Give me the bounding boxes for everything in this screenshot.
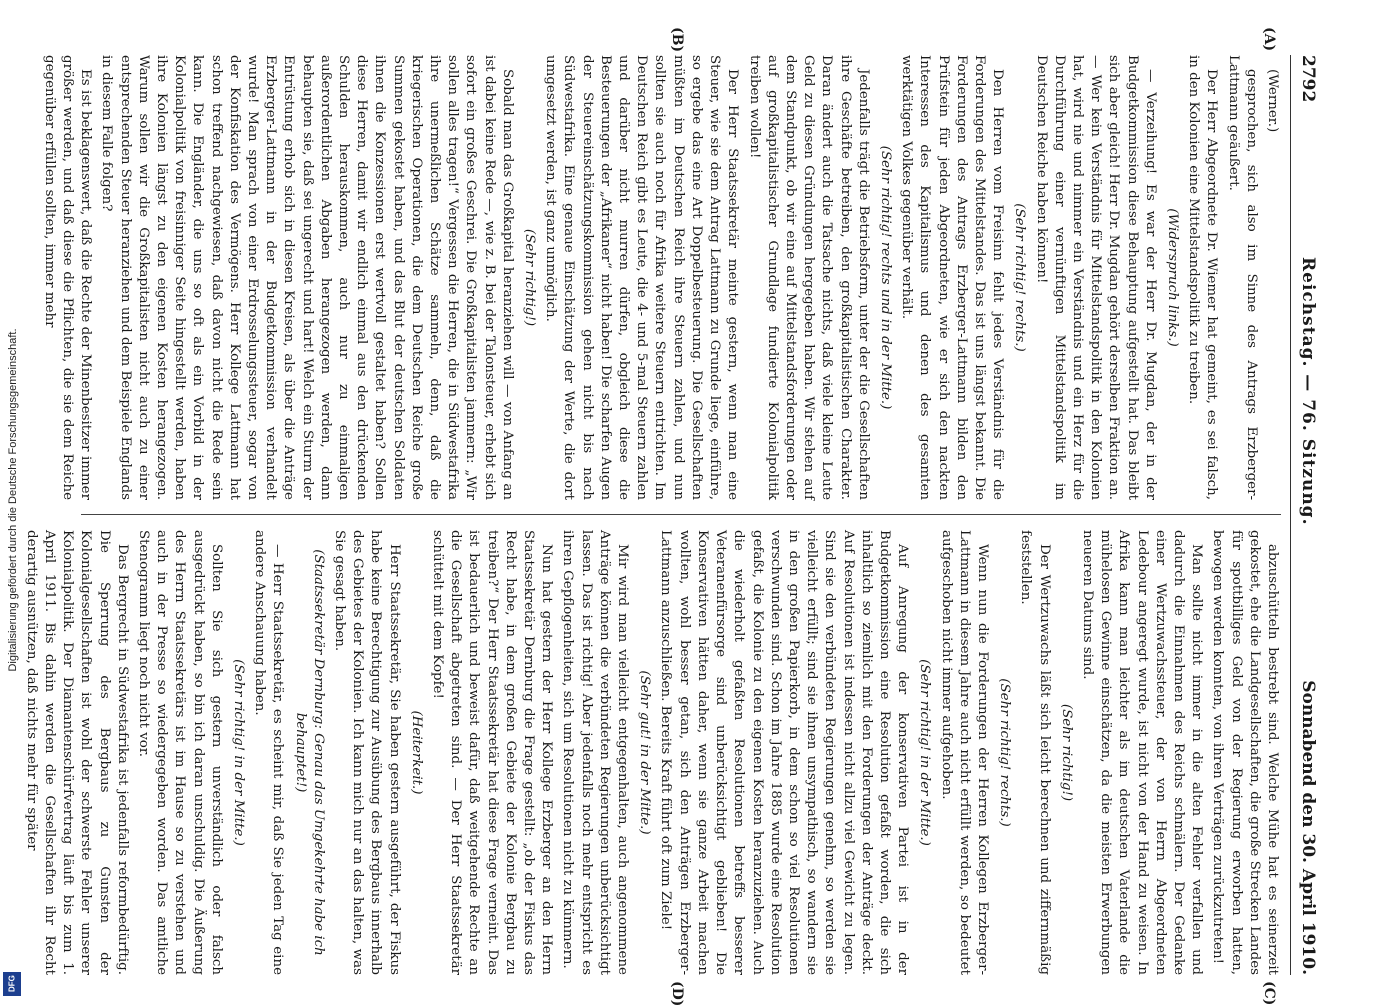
paragraph: Das Bergrecht in Südwestafrika ist jedenfalls reformbedürftig. Die Sperrung des Bergbaus zu Gunsten der Kolonialgesellschaften ist wohl der schwerste Fehler unserer Kolonialpolitik. Der Diamantenschürfvertrag läuft bis zum 1. April 1911. Bis dahin werden die Gesellschaften ihr Recht derartig ausnützen, daß nichts mehr für später [23,530,130,975]
paragraph: Wenn nun die Forderungen der Herren Kollegen Erzberger-Lattmann in diesem Jahre auch nicht erfüllt werden, so bedeutet aufgeschoben nicht immer aufgehoben. [938,530,990,975]
paragraph: — Herr Staatssekretär, es scheint mir, daß Sie jeden Tag eine andere Anschauung haben. [252,530,286,975]
margin-letter-b: (B) [669,27,685,53]
interjection: (Heiterkeit.) [408,710,424,795]
paragraph: Der Wertzuwachs läßt sich leicht berechnen und ziffernmäßig feststellen. [1018,530,1052,975]
left-column [41,55,1281,500]
paragraph: Jedenfalls trägt die Betriebsform, unter der die Gesellschaften ihre Geschäfte betreiben, den großkapitalistischen Charakter. Daran ändert auch die Tatsache nichts, daß viele kleine Leute Geld zu diesen Gründungen hergegeben haben. Wir stehen auf dem Standpunkt, ob wir eine auf Mittelstandsforderungen oder auf großkapitalistischer Grundlage fundierte Kolonialpolitik treiben wollen! [746,55,871,500]
margin-letter-c: (C) [1261,981,1277,1006]
paragraph: Sobald man das Großkapital heranziehen will — von Anfang an ist dabei keine Rede —, wie z. B. bei der Talonsteuer, erhebt sich sofort ein großes Geschrei. Die Großkapitalisten jammern: „Wir sollen alles tragen!“ Vergessen die Herren, die in Südwestafrika ihre unermeßlichen Schätze sammeln, denn, daß die kriegerischen Operationen, die dem Deutschen Reiche große Summen gekostet haben, und das Blut der deutschen Soldaten ihnen die Konzessionen erst wertvoll gestaltet haben? Sollen diese Herren, damit wir endlich einmal aus den drückenden Schulden herauskommen, auch nur zu einmaligen außerordentlichen Abgaben herangezogen werden, dann behaupten sie, daß sei ungerecht und hart! Welch ein Sturm der Entrüstung erhob sich in diesen Kreisen, als über die Anträge Erzberger-Lattmann in der Budgetkommission verhandelt wurde! Man sprach von einer Erdrosselungssteuer, sogar von der Konfiskation des Vermögens. Herr Kollege Lattmann hat schon treffend nachgewiesen, daß davon nicht die Rede sein kann. Die Engländer, die uns so oft als ein Vorbild in der Kolonialpolitik von freisinniger Seite hingestellt werden, haben ihre Kolonien längst zu den eigenen Kosten herangezogen. Warum sollen wir die Großkapitalisten nicht auch zu einer entsprechenden Steuer heranziehen und dem Beispiele Englands in diesem Falle folgen? [99,55,515,500]
page-number: 2792 [1298,55,1318,103]
paragraph: Der Herr Abgeordnete Dr. Wiemer hat gemeint, es sei falsch, in den Kolonien eine Mittelstandspolitik zu treiben. [1186,55,1220,500]
page-header [1290,55,1325,975]
interjection: (Sehr gut! in der Mitte.) [637,670,653,835]
interjection: (Sehr richtig! in der Mitte.) [917,659,933,846]
paragraph: Man sollte nicht immer in die alten Fehler verfallen und dadurch die Einnahmen des Reichs schmälern. Der Gedanke einer Wertzuwachssteuer, der von Herrn Abgeordneten Ledebour angeregt wurde, ist nicht von der Hand zu weisen. In Afrika kann man leichter als im deutschen Vaterlande die mühelosen Gewinne einschätzen, da die meisten Erwerbungen neueren Datums sind. [1079,530,1205,975]
scanned-page [23,27,1325,1006]
credit-text: Digitalisierung gefördert durch die Deutsche Forschungsgemeinschaft. [7,328,19,672]
paragraph: Der Herr Staatssekretär meinte gestern, wenn man eine Steuer, wie sie dem Antrag Lattmann zu Grunde liege, einführe, so ergebe das eine Art Doppelbesteuerung. Die Gesellschaften müßten im Deutschen Reich ihre Steuern zahlen, und nun sollten sie auch noch für Afrika weitere Steuern entrichten. Im Deutschen Reich gibt es Leute, die 4- und 5-mal Steuern zahlen und darüber nicht murren dürfen, obgleich diese die Besteuerungen der „Afrikaner“ nicht haben! Die scharfen Augen der Steuereinschätzungskommission gehen nicht bis nach Südwestafrika. Eine genaue Einschätzung der Werte, die dort umgesetzt werden, ist ganz unmöglich. [543,55,741,500]
paragraph: Sollten Sie sich gestern unverständlich oder falsch ausgedrückt haben, so bin ich daran unschuldig. Die Äußerung des Herrn Staatssekretärs ist im Hause so zu verstehen und auch in der Presse so wiedergegeben worden. Das amtliche Stenogramm liegt noch nicht vor. [136,530,224,975]
paragraph: Nun hat gestern der Herr Kollege Erzberger an den Herrn Staatssekretär Dernburg die Frage gestellt: „ob der Fiskus das Recht habe, in dem großen Gebiete der Kolonie Bergbau zu treiben?“ Der Herr Staatssekretär hat diese Frage verneint. Das ist bedauerlich und beweist dafür, daß weitgehende Rechte an die Gesellschaft abgetreten sind. — Der Herr Staatssekretär schüttelt mit dem Kopfe! [430,530,555,975]
interjection: (Sehr richtig!) [1058,703,1074,802]
margin-letter-a: (A) [1261,27,1277,52]
interjection: (Sehr richtig!) [522,228,538,327]
paragraph: Den Herren vom Freisinn fehlt jedes Verständnis für die Forderungen des Mittelstandes. Das ist uns längst bekannt. Die Forderungen des Antrags Erzberger-Lattmann bilden den Prüfstein für jeden Abgeordneten, wie er sich den nackten Interessen des Kapitalismus und denen des gesamten werktätigen Volkes gegenüber verhält. [899,55,1006,500]
paragraph: gesprochen, sich also im Sinne des Antrags Erzberger-Lattmann geäußert. [1225,55,1259,500]
interjection: (Sehr richtig! rechts.) [1012,203,1028,352]
interjection: (Sehr richtig! in der Mitte.) [231,659,247,846]
interjection: (Sehr richtig! rechts.) [997,678,1013,827]
interjection: (Sehr richtig! rechts und in der Mitte.) [877,145,893,410]
header-title: Reichstag. — 76. Sitzung. [1298,257,1318,526]
paragraph: — Verzeihung! Es war der Herr Dr. Mugdan, der in der Budgetkommission diese Behauptung aufgestellt hat. Das bleibt sich aber gleich! Herr Dr. Mugdan gehört derselben Fraktion an. — Wer kein Verständnis für Mittelstandspolitik in den Kolonien hat, wird nie und nimmer ein Verständnis und ein Herz für die Durchführung einer vernünftigen Mittelstandspolitik im Deutschen Reiche haben können! [1033,55,1158,500]
paragraph: abzuschütteln bestrebt sind. Welche Mühe hat es seinerzeit gekostet, ehe die Landgesellschaften, die große Strecken Landes für spottbilliges Geld von der Regierung erworben hatten, bewogen werden konnten, von ihren Verträgen zurückzutreten! [1210,530,1280,975]
paragraph: Mir wird man vielleicht entgegenhalten, auch angenommene Anträge können die verbündeten Regierungen unberücksichtigt lassen. Das ist richtig! Aber jedenfalls noch mehr entspricht es ihren Gepflogenheiten, sich um Resolutionen nicht zu kümmern. [560,530,631,975]
dfg-logo: DFG [3,972,21,996]
header-date: Sonnabend den 30. April 1910. [1298,680,1318,975]
column-divider [81,514,1281,515]
right-column [23,530,1281,975]
paragraph: (Werner.) [1265,69,1280,133]
page-content [23,27,1325,1006]
paragraph: Herr Staatssekretär, Sie haben gestern ausgeführt, der Fiskus habe keine Berechtigung zur Ausübung des Bergbaus innerhalb des Gebietes der Kolonien. Ich kann mich nur an das halten, was Sie gesagt haben. [332,530,402,975]
paragraph: Es ist beklagenswert, daß die Rechte der Minenbesitzer immer größer werden, und daß diese die Pflichten, die sie dem Reiche gegenüber erfüllen sollten, immer mehr [41,55,94,500]
paragraph: Auf Anregung der konservativen Partei ist in der Budgetkommission eine Resolution gefaßt worden, die sich inhaltlich so ziemlich mit den Forderungen der Anträge deckt. Auf Resolutionen ist indessen nicht allzu viel Gewicht zu legen. Sind sie den verbündeten Regierungen genehm, so werden sie vielleicht erfüllt; sind sie ihnen unsympathisch, so wandern sie in den großen Papierkorb, in dem schon so viel Resolutionen verschwunden sind. Schon im Jahre 1885 wurde eine Resolution gefaßt, die Kolonie zu den eigenen Kosten heranzuziehen. Auch die wiederholt gefaßten Resolutionen betreffs besserer Veteranenfürsorge sind unberücksichtigt geblieben! Die Konservativen hätten daher, wenn sie ganze Arbeit machen wollten, wohl besser getan, sich den Anträgen Erzberger-Lattmann anzuschließen. Bereits Kraft führt oft zum Ziele! [658,530,911,975]
interjection: (Widerspruch links.) [1164,208,1180,347]
margin-letter-d: (D) [669,981,685,1006]
interjection: (Staatssekretär Dernburg: Genau das Umgekehrte habe ich behauptet!) [292,549,326,956]
